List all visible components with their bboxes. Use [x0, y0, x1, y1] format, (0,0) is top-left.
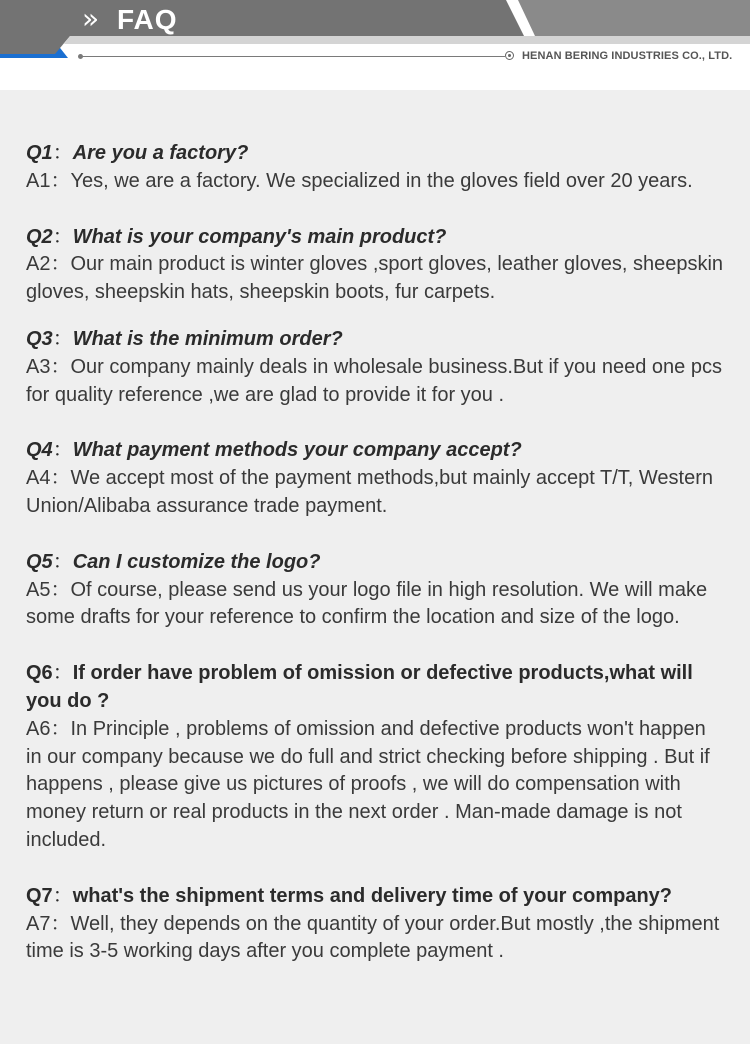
faq-item-3 [26, 326, 726, 409]
answer-number: A1 [26, 169, 51, 192]
answer-text: Our main product is winter gloves ,sport gloves, leather gloves, sheepskin gloves, sheepskin hats, sheepskin boots, fur carpets. [26, 253, 724, 304]
question-text: what's the shipment terms and delivery time of your company? [72, 884, 673, 907]
answer-number: A7 [26, 912, 51, 935]
answer [26, 911, 726, 967]
question-number: Q1 [26, 142, 53, 164]
answer-number: A3 [26, 355, 51, 378]
answer-text: Yes, we are a factory. We specialized in the gloves field over 20 years. [70, 169, 693, 192]
question-number: Q6 [26, 662, 53, 685]
answer [26, 716, 726, 855]
separator: ： [50, 912, 71, 935]
answer-text: Well, they depends on the quantity of your order.But mostly ,the shipment time is 3-5 working days after you complete payment . [26, 912, 720, 963]
separator: ： [50, 717, 71, 740]
faq-list [26, 140, 726, 966]
answer-number: A5 [26, 578, 51, 601]
question-text: If order have problem of omission or defective products,what will you do ? [26, 662, 693, 712]
question-number: Q4 [26, 439, 53, 462]
question [26, 140, 726, 168]
question-text: What payment methods your company accept? [72, 439, 522, 462]
page-title: FAQ [117, 4, 178, 35]
separator: ： [50, 253, 71, 276]
company-name: HENAN BERING INDUSTRIES CO., LTD. [522, 50, 733, 62]
answer-number: A4 [26, 467, 51, 490]
faq-item-6 [26, 660, 726, 855]
separator: ： [52, 327, 73, 350]
question-text: Can I customize the logo? [72, 550, 321, 573]
question-number: Q5 [26, 550, 53, 573]
separator: ： [50, 355, 71, 378]
answer [26, 251, 726, 307]
separator: ： [52, 662, 73, 685]
separator: ： [52, 225, 73, 248]
question-text: What is your company's main product? [72, 225, 447, 248]
question [26, 660, 726, 716]
faq-item-7 [26, 883, 726, 966]
separator: ： [50, 467, 71, 490]
answer-text: In Principle , problems of omission and defective products won't happen in our company because we do full and strict checking before shipping . But if happens , please give us pictures of proofs , we will do compensation with money return or real products in the next order . Man-made damage is not included. [26, 717, 710, 851]
question-number: Q2 [26, 225, 53, 248]
question [26, 883, 726, 911]
answer-number: A6 [26, 717, 51, 740]
question [26, 326, 726, 354]
answer-text: Of course, please send us your logo file in high resolution. We will make some drafts for your reference to confirm the location and size of the logo. [26, 578, 708, 629]
faq-item-1 [26, 140, 726, 196]
separator: ： [50, 578, 71, 601]
answer [26, 577, 726, 633]
header-banner-graphic [0, 0, 750, 90]
separator: ： [52, 142, 73, 164]
separator: ： [50, 169, 71, 192]
faq-item-4 [26, 437, 726, 520]
rule-dot-icon [78, 54, 83, 59]
header-rule [80, 56, 505, 57]
question [26, 549, 726, 577]
answer-number: A2 [26, 253, 51, 276]
answer-text: Our company mainly deals in wholesale business.But if you need one pcs for quality reference ,we are glad to provide it for you . [26, 355, 722, 406]
separator: ： [52, 439, 73, 462]
question-number: Q3 [26, 327, 53, 350]
separator: ： [52, 550, 73, 573]
question-number: Q7 [26, 884, 53, 907]
target-circle-icon [505, 51, 514, 60]
answer-text: We accept most of the payment methods,but mainly accept T/T, Western Union/Alibaba assurance trade payment. [26, 467, 713, 517]
answer [26, 354, 726, 410]
question-text: Are you a factory? [72, 142, 249, 164]
faq-header [0, 0, 750, 90]
answer [26, 465, 726, 521]
faq-item-5 [26, 549, 726, 632]
chevron-double-right-icon: » [82, 2, 94, 35]
faq-item-2 [26, 224, 726, 307]
question [26, 437, 726, 465]
separator: ： [52, 884, 73, 907]
question [26, 224, 726, 252]
question-text: What is the minimum order? [72, 327, 343, 350]
answer [26, 168, 726, 196]
